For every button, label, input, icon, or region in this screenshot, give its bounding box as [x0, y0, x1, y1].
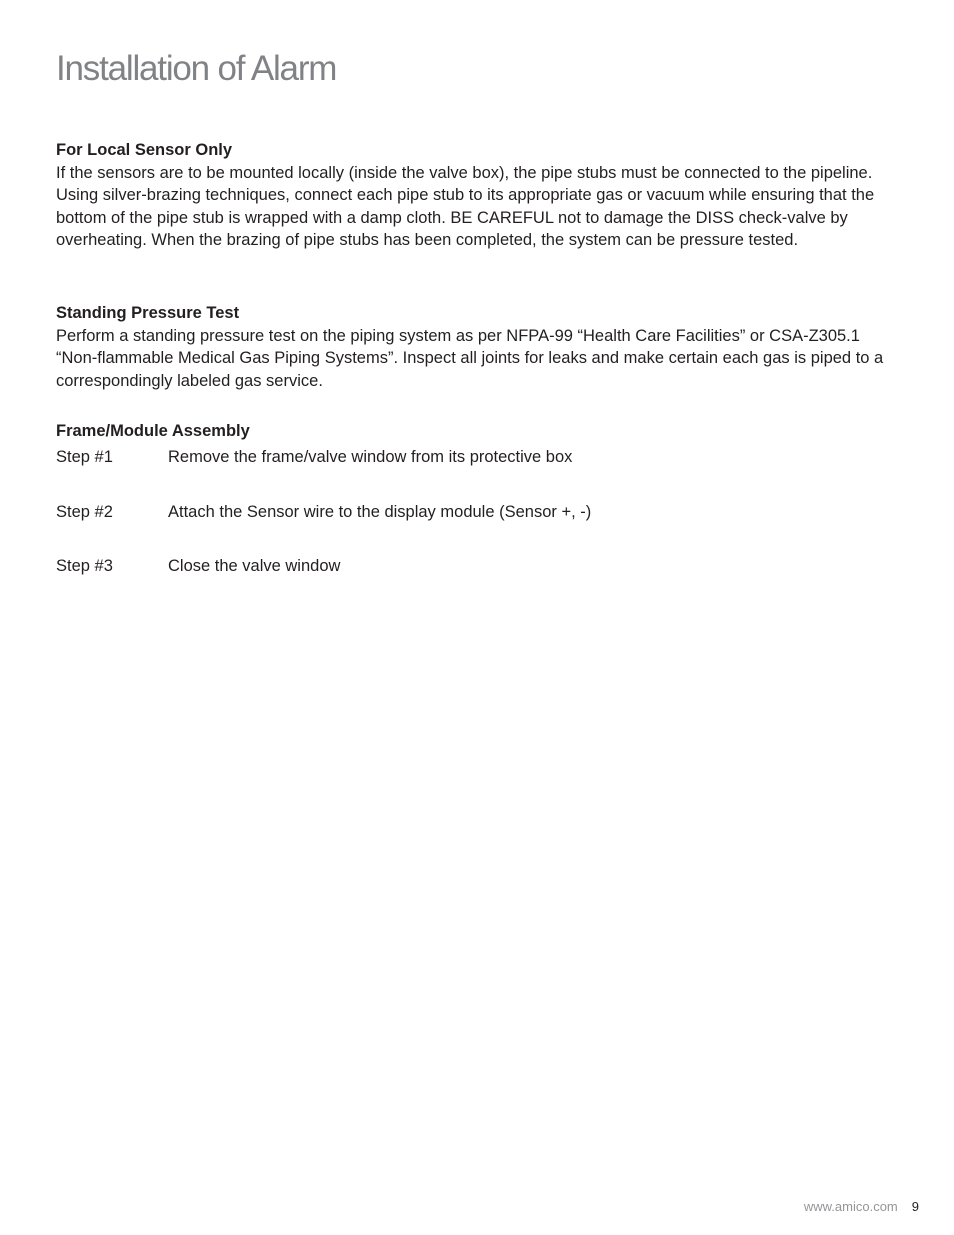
page-footer [804, 1198, 919, 1216]
section-body-local-sensor: If the sensors are to be mounted locally (inside the valve box), the pipe stubs must be connected to the pipeline. Using silver-brazing techniques, connect each pipe stub to its appropriate gas or vacuum while ensuring that the bottom of the pipe stub is wrapped with a damp cloth. BE CAREFUL not to damage the DISS check-valve by overheating. When the brazing of pipe stubs has been completed, the system can be pressure tested. [56, 163, 875, 249]
step-text: Remove the frame/valve window from its protective box [168, 448, 573, 466]
step-text: Attach the Sensor wire to the display module (Sensor +, -) [168, 503, 592, 521]
step-text: Close the valve window [168, 557, 341, 575]
step-label: Step #3 [56, 557, 113, 575]
step-label: Step #1 [56, 448, 113, 466]
section-frame-assembly [56, 420, 901, 443]
step-label: Step #2 [56, 503, 113, 521]
page-number: 9 [911, 1199, 919, 1214]
section-heading-local-sensor: For Local Sensor Only [56, 141, 233, 159]
section-heading-frame-assembly: Frame/Module Assembly [56, 422, 250, 440]
section-local-sensor [56, 139, 901, 252]
page-title: Installation of Alarm [56, 49, 337, 88]
footer-url[interactable]: www.amico.com [803, 1199, 898, 1214]
section-body-pressure-test: Perform a standing pressure test on the piping system as per NFPA-99 “Health Care Facilities” or CSA-Z305.1 “Non-flammable Medical Gas Piping Systems”. Inspect all joints for leaks and make certain each gas is piped to a correspondingly labeled gas service. [56, 326, 884, 390]
section-pressure-test [56, 302, 901, 392]
section-heading-pressure-test: Standing Pressure Test [56, 304, 240, 322]
